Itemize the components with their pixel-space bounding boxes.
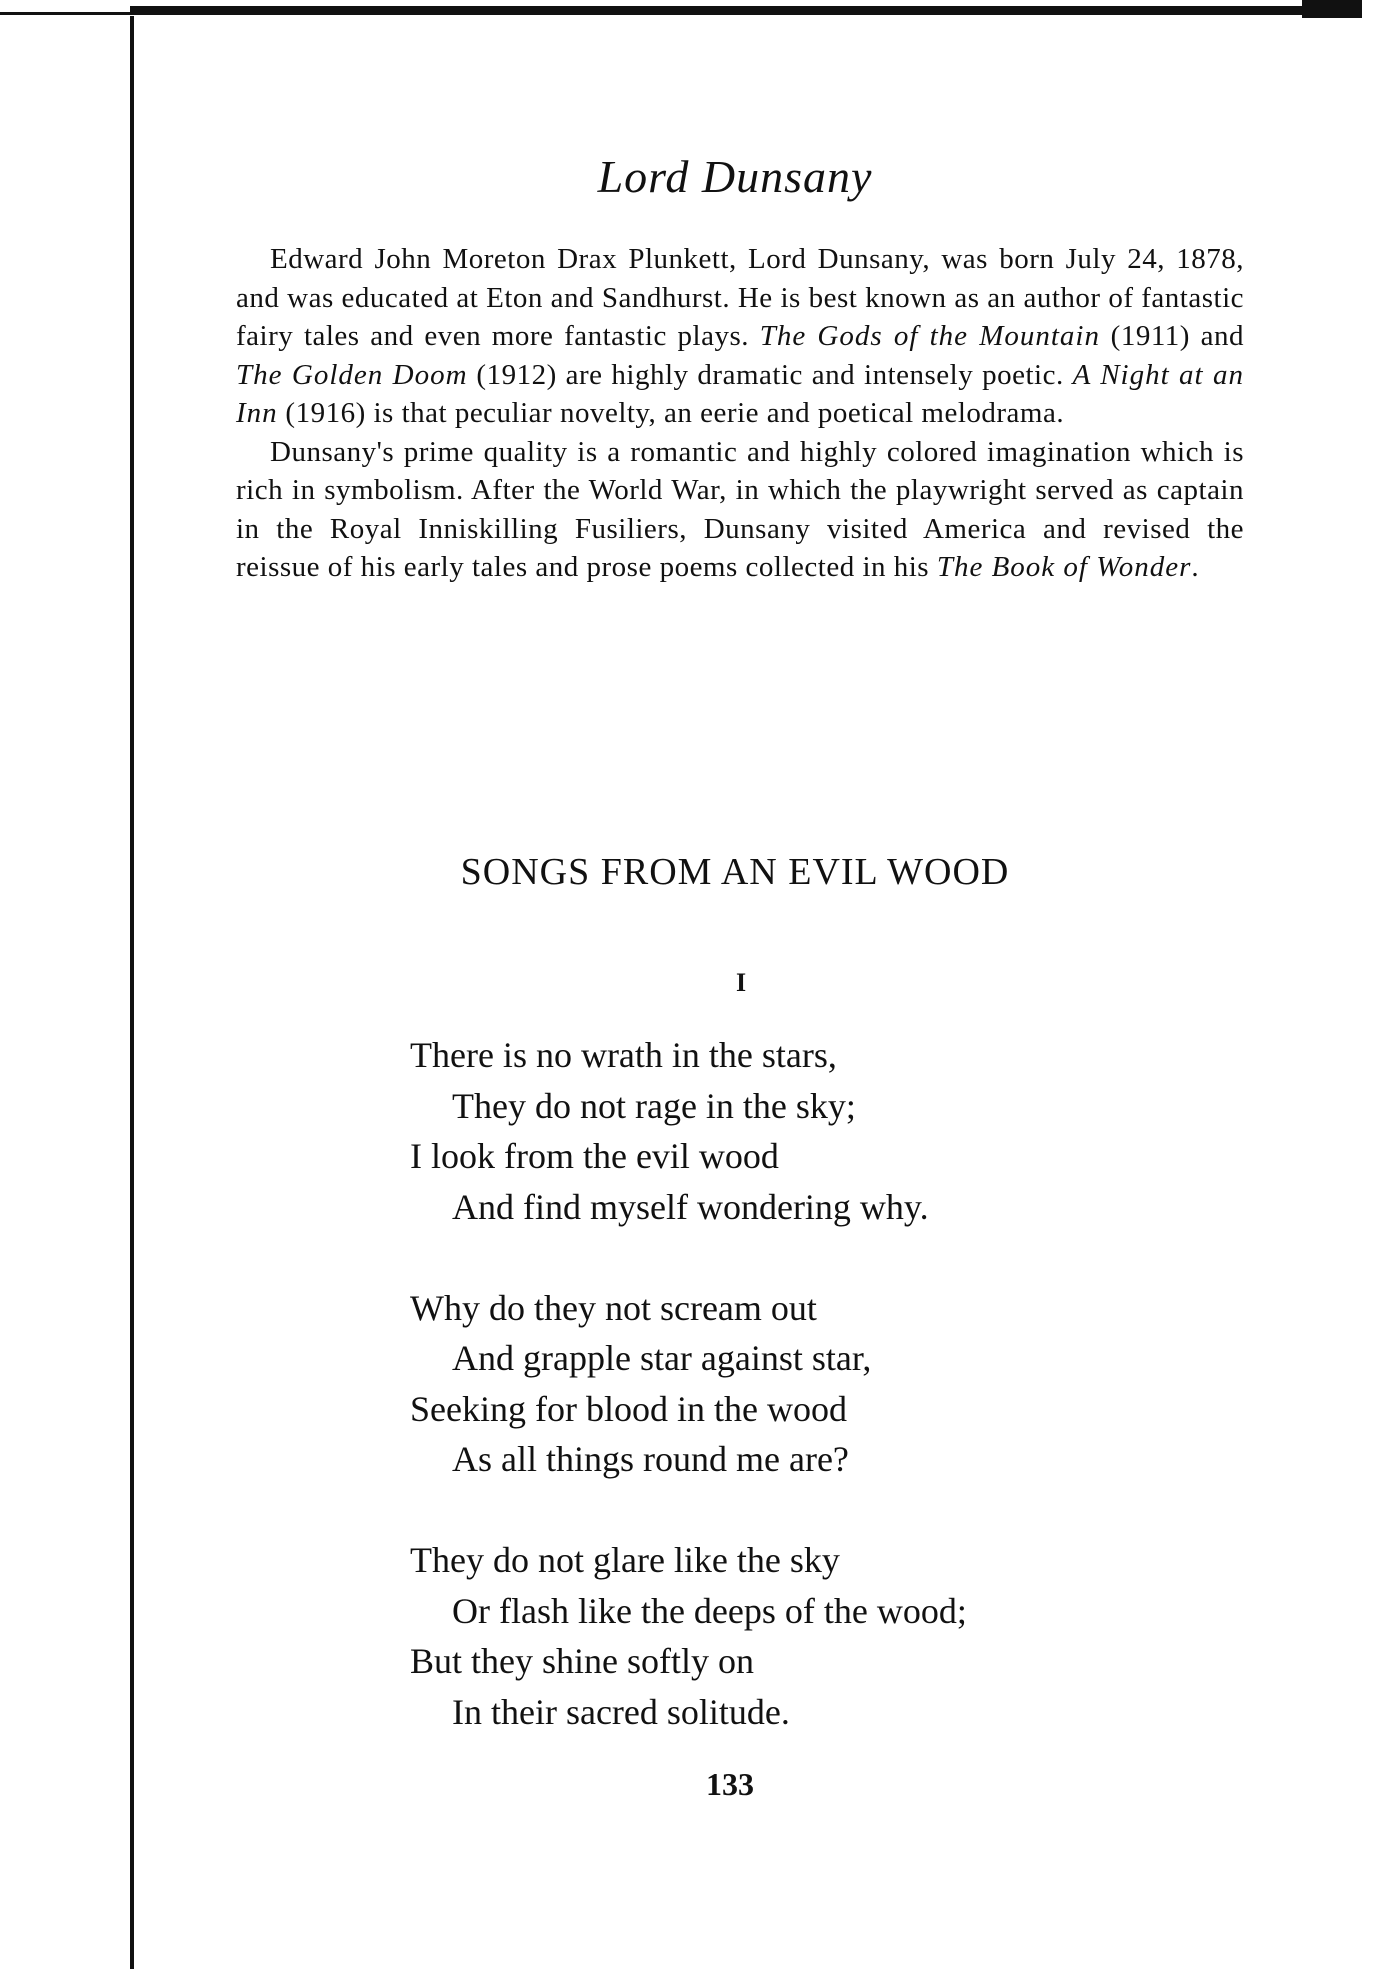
poem-line: Or flash like the deeps of the wood; <box>452 1590 967 1631</box>
work-title: A Night at an Inn <box>236 358 1244 429</box>
bio-paragraph-2 <box>236 433 1244 587</box>
stanza <box>410 1283 967 1485</box>
poem-part-number: I <box>735 968 747 997</box>
bio-text: (1911) and <box>1099 320 1244 352</box>
page-number: 133 <box>706 1766 754 1802</box>
poem-line: As all things round me are? <box>452 1439 849 1479</box>
poem-body <box>410 1030 967 1788</box>
poem-line: They do not rage in the sky; <box>452 1085 856 1126</box>
bio-text: (1916) is that peculiar novelty, an eerie and poetical melodrama. <box>277 397 1065 429</box>
poem-line: Seeking for blood in the wood <box>410 1388 847 1429</box>
bio-text: (1912) are highly dramatic and intensely poetic. <box>467 358 1073 391</box>
bio-text: Dunsany's prime quality is a romantic and highly colored imagination which is rich in symbolism. After the World War, in which the playwright served as captain in the Royal Inniskilling Fusiliers, Dunsany visited America and revised the reissue of his early tales and prose poems collected in his <box>236 435 1244 583</box>
poem-line: Why do they not scream out <box>410 1287 817 1328</box>
author-biography <box>236 240 1244 587</box>
bio-text: Edward John Moreton Drax Plunkett, Lord Dunsany, was born July 24, 1878, and was educated at Eton and Sandhurst. He is best known as an author of fantastic fairy tales and even more fantastic plays. <box>236 243 1244 352</box>
stanza <box>410 1030 967 1232</box>
author-title: Lord Dunsany <box>597 151 873 202</box>
page-edge-corner <box>1302 0 1362 18</box>
poem-title: SONGS FROM AN EVIL WOOD <box>460 851 1010 893</box>
poem-line: But they shine softly on <box>410 1641 754 1681</box>
poem-line: In their sacred solitude. <box>452 1691 790 1732</box>
bio-text: . <box>1191 551 1200 583</box>
poem-line: They do not glare like the sky <box>410 1540 840 1580</box>
work-title: The Gods of the Mountain <box>759 320 1100 352</box>
stanza <box>410 1535 967 1737</box>
work-title: The Golden Doom <box>236 358 468 391</box>
work-title: The Book of Wonder <box>936 551 1192 583</box>
poem-line: I look from the evil wood <box>410 1136 779 1176</box>
poem-line: There is no wrath in the stars, <box>410 1035 837 1075</box>
bio-paragraph-1 <box>236 240 1244 433</box>
page-edge-top <box>0 12 1340 15</box>
poem-line: And find myself wondering why. <box>452 1186 929 1227</box>
poem-line: And grapple star against star, <box>452 1338 872 1378</box>
